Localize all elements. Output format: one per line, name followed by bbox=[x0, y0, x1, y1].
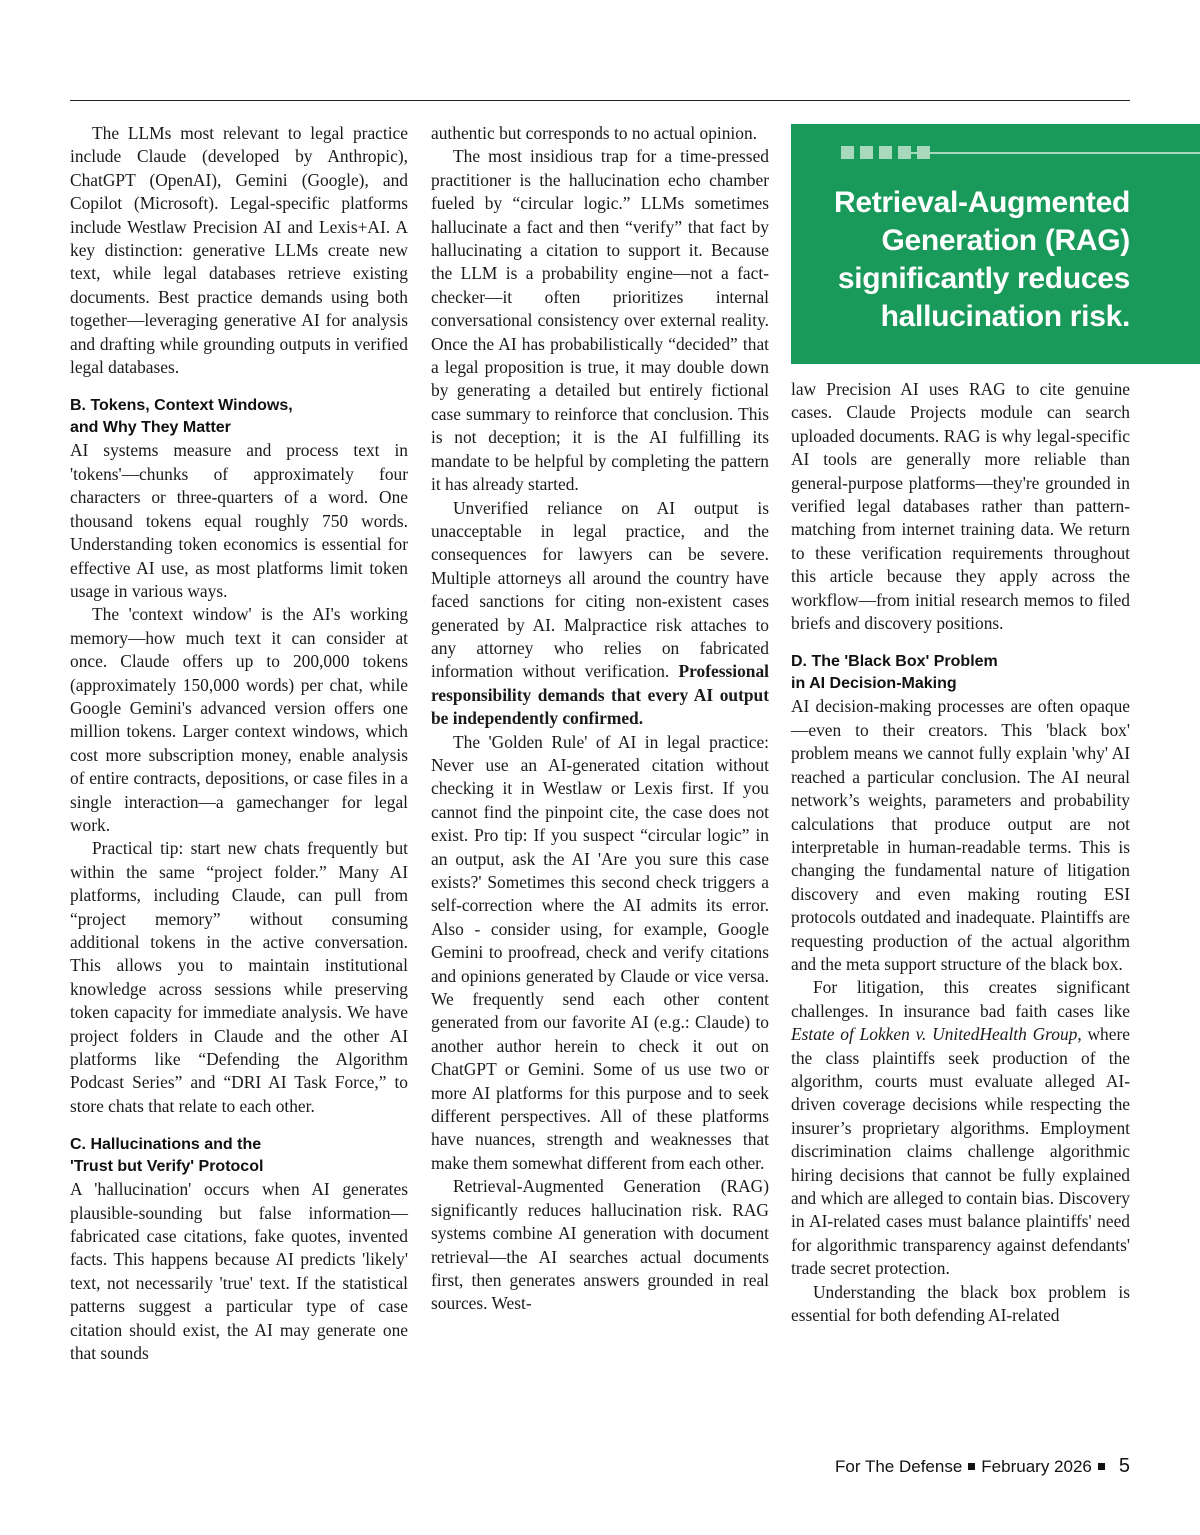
paragraph: The 'context window' is the AI's working memory—how much text it can consider at once. Claude offers up to 200,000 tokens (approximately 150,000 words) per chat, while Google Gemini's advanced version offers one million tokens. Larger context windows, which cost more subscription money, enable analysis of entire contracts, depositions, or case files in a single interaction—a gamechanger for legal work. bbox=[70, 604, 408, 835]
page-footer bbox=[835, 1455, 1130, 1478]
text-run: Unverified reliance on AI output is unacceptable in legal practice, and the consequences for lawyers can be severe. Multiple attorneys all around the country have faced sanctions for citing non-existent cases generated by AI. Malpractice risk attaches to any attorney who relies on fabricated information without verification. bbox=[431, 497, 769, 682]
paragraph: Retrieval-Augmented Generation (RAG) significantly reduces hallucination risk. RAG systems combine AI generation with document retrieval—the AI searches actual documents first, then generates answers grounded in real sources. West- bbox=[431, 1176, 769, 1314]
heading-line: B. Tokens, Context Windows, bbox=[70, 397, 293, 415]
issue-date: February 2026 bbox=[981, 1457, 1092, 1476]
section-heading-c bbox=[70, 1134, 408, 1178]
section-heading-d bbox=[791, 651, 1130, 695]
heading-line: D. The 'Black Box' Problem bbox=[791, 653, 998, 671]
paragraph: The most insidious trap for a time-pressed practitioner is the hallucination echo chamber fueled by “circular logic.” LLMs sometimes hallucinate a fact and then “verify” that fact by hallucinating a citation to support it. Because the LLM is a probability engine—not a fact-checker—it often prioritizes internal conversational consistency over external reality. Once the AI has probabilistically “decided” that a legal proposition is true, it may double down by generating a detailed but entirely fictional case summary to reinforce that conclusion. This is not deception; it is the AI fulfilling its mandate to be helpful by completing the pattern it has already started. bbox=[431, 146, 769, 495]
column-2 bbox=[431, 122, 769, 1316]
column-3 bbox=[791, 378, 1130, 1327]
paragraph: The 'Golden Rule' of AI in legal practice: Never use an AI-generated citation without checking it in Westlaw or Lexis first. If you cannot find the pinpoint cite, the case does not exist. Pro tip: If you suspect “circular logic” in an output, ask the AI 'Are you sure this case exists?' Sometimes this second check triggers a self-correction where the AI admits its error. Also - consider using, for example, Google Gemini to proofread, check and verify citations and opinions generated by Claude or vice versa. We frequently send each other content generated from our favorite AI (e.g.: Claude) to another author herein to check it out on ChatGPT or Gemini. Some of us use two or more AI platforms for this purpose and to seek different perspectives. All of these platforms have nuances, strength and weaknesses that make them somewhat different from each other. bbox=[431, 731, 769, 1173]
paragraph: A 'hallucination' occurs when AI generates plausible-sounding but false information—fabricated case citations, fake quotes, invented facts. This happens because AI predicts 'likely' text, not necessarily 'true' text. If the statistical patterns suggest a particular type of case citation should exist, the AI may generate one that sounds bbox=[70, 1179, 408, 1364]
heading-line: in AI Decision-Making bbox=[791, 675, 957, 693]
heading-line: 'Trust but Verify' Protocol bbox=[70, 1158, 264, 1176]
bold-statement: Professional responsibility demands that every AI output be independently confirmed. bbox=[431, 661, 769, 729]
decorative-line bbox=[906, 152, 1200, 154]
square-icon bbox=[879, 146, 892, 159]
square-icon bbox=[841, 146, 854, 159]
paragraph: Practical tip: start new chats frequently but within the same “project folder.” Many AI platforms, including Claude, can pull from “project memory” without consuming additional tokens in the active conversation. This allows you to maintain institutional knowledge across sessions while preserving token capacity for immediate analysis. We have project folders in Claude and the other AI platforms like “Defending the Algorithm Podcast Series” and “DRI AI Task Force,” to store chats that relate to each other. bbox=[70, 838, 408, 1116]
publication-name: For The Defense bbox=[835, 1457, 963, 1476]
column-1 bbox=[70, 122, 408, 1366]
pull-quote-callout bbox=[791, 124, 1200, 364]
paragraph bbox=[431, 497, 769, 731]
bullet-icon bbox=[968, 1463, 975, 1470]
paragraph bbox=[791, 976, 1130, 1280]
paragraph: The LLMs most relevant to legal practice include Claude (developed by Anthropic), ChatGPT (OpenAI), Gemini (Google), and Copilot (Microsoft). Legal-specific platforms include Westlaw Precision AI and Lexis+AI. A key distinction: generative LLMs create new text, while legal databases retrieve existing documents. Best practice demands using both together—leveraging generative AI for analysis and drafting while grounding outputs in verified legal databases. bbox=[70, 123, 408, 378]
square-icon bbox=[860, 146, 873, 159]
paragraph: Understanding the black box problem is essential for both defending AI-related bbox=[791, 1281, 1130, 1326]
section-heading-b bbox=[70, 395, 408, 439]
paragraph: law Precision AI uses RAG to cite genuine cases. Claude Projects module can search uploaded documents. RAG is why legal-specific AI tools are generally more reliable than general-purpose platforms—they're grounded in verified legal databases rather than pattern-matching from internet training data. We return to these verification requirements throughout this article because they apply across the workflow—from initial research memos to filed briefs and discovery positions. bbox=[791, 379, 1130, 634]
case-name: Estate of Lokken v. UnitedHealth Group bbox=[791, 1024, 1078, 1045]
paragraph: authentic but corresponds to no actual opinion. bbox=[431, 123, 757, 143]
text-run: For litigation, this creates significant challenges. In insurance bad faith cases like bbox=[791, 977, 1130, 1021]
paragraph: AI decision-making processes are often opaque—even to their creators. This 'black box' problem means we cannot fully explain 'why' AI reached a particular conclusion. The AI neural network’s weights, parameters and probability calculations that produce output are not interpretable in human-readable terms. This is changing the fundamental nature of litigation discovery and even making routing ESI protocols outdated and inadequate. Plaintiffs are requesting production of the actual algorithm and the meta support structure of the black box. bbox=[791, 696, 1130, 974]
top-rule bbox=[70, 100, 1130, 101]
pull-quote-text: Retrieval-Augmented Generation (RAG) significantly reduces hallucination risk. bbox=[833, 186, 1130, 333]
heading-line: and Why They Matter bbox=[70, 419, 231, 437]
page-number: 5 bbox=[1118, 1455, 1130, 1477]
text-run: , where the class plaintiffs seek production of the algorithm, courts must evaluate alleged AI-driven coverage decisions while respecting the insurer’s proprietary algorithms. Employment discrimination claims challenge algorithmic hiring decisions that cannot be fully explained and which are alleged to contain bias. Discovery in AI-related cases must balance plaintiffs' need for algorithmic transparency against defendants' trade secret protection. bbox=[791, 1024, 1130, 1279]
heading-line: C. Hallucinations and the bbox=[70, 1136, 262, 1154]
paragraph: AI systems measure and process text in 'tokens'—chunks of approximately four characters or three-quarters of a word. One thousand tokens equal roughly 750 words. Understanding token economics is essential for effective AI use, as most platforms limit token usage in various ways. bbox=[70, 440, 408, 601]
bullet-icon bbox=[1098, 1463, 1105, 1470]
